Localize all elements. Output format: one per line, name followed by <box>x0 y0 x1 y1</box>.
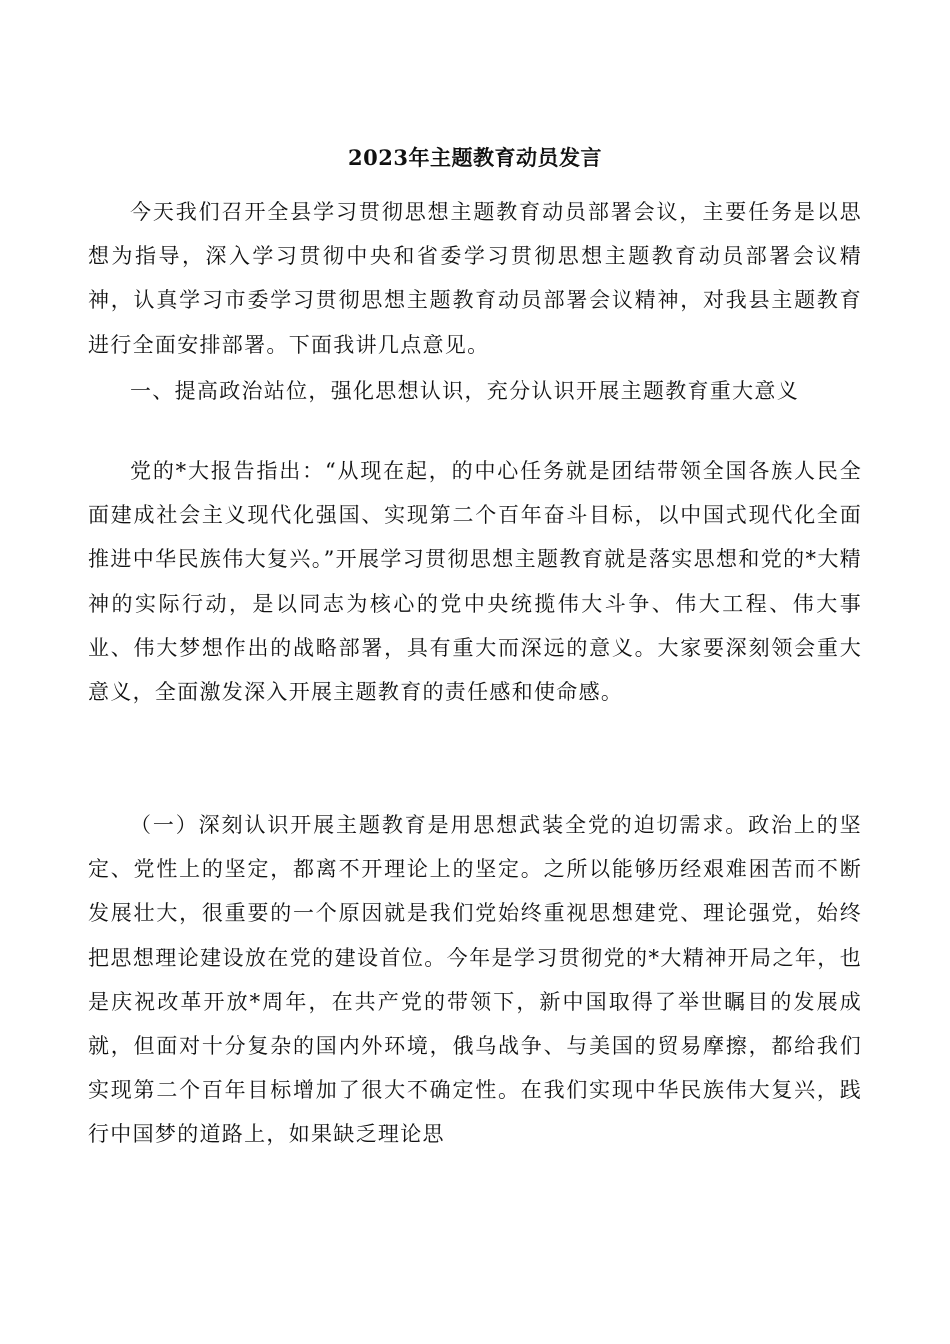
document-title: 2023年主题教育动员发言 <box>348 145 602 170</box>
report-quote-paragraph: 党的*大报告指出：“从现在起，的中心任务就是团结带领全国各族人民全面建成社会主义现代化强国、实现第二个百年奋斗目标，以中国式现代化全面推进中华民族伟大复兴。”开展学习贯彻思想主题教育就是落实思想和党的*大精神的实际行动，是以同志为核心的党中央统揽伟大斗争、伟大工程、伟大事业、伟大梦想作出的战略部署，具有重大而深远的意义。大家要深刻领会重大意义，全面激发深入开展主题教育的责任感和使命感。 <box>88 459 862 705</box>
section-heading-one: 一、提高政治站位，强化思想认识，充分认识开展主题教育重大意义 <box>130 379 799 403</box>
document-page <box>88 0 862 1344</box>
subsection-one-paragraph: （一）深刻认识开展主题教育是用思想武装全党的迫切需求。政治上的坚定、党性上的坚定，都离不开理论上的坚定。之所以能够历经艰难困苦而不断发展壮大，很重要的一个原因就是我们党始终重视思想建党、理论强党，始终把思想理论建设放在党的建设首位。今年是学习贯彻党的*大精神开局之年，也是庆祝改革开放*周年，在共产党的带领下，新中国取得了举世瞩目的发展成就，但面对十分复杂的国内外环境，俄乌战争、与美国的贸易摩擦，都给我们实现第二个百年目标增加了很大不确定性。在我们实现中华民族伟大复兴，践行中国梦的道路上，如果缺乏理论思 <box>88 813 862 1147</box>
intro-paragraph: 今天我们召开全县学习贯彻思想主题教育动员部署会议，主要任务是以思想为指导，深入学习贯彻中央和省委学习贯彻思想主题教育动员部署会议精神，认真学习市委学习贯彻思想主题教育动员部署会议精神，对我县主题教育进行全面安排部署。下面我讲几点意见。 <box>88 200 862 357</box>
